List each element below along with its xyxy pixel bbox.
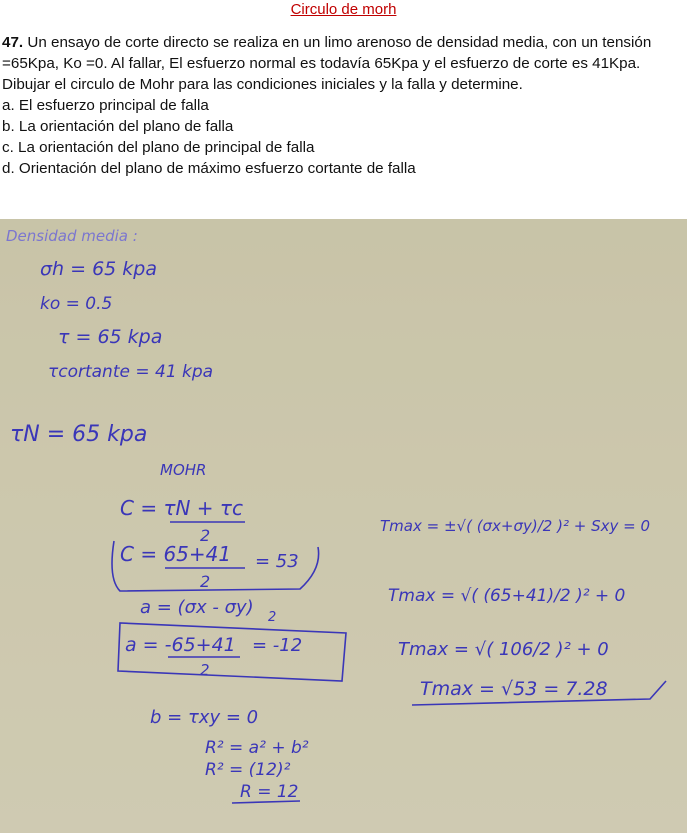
a-formula: a = (σx - σy) — [140, 597, 254, 618]
question-b: b. La orientación del plano de falla — [2, 118, 234, 135]
b-formula: b = τxy = 0 — [150, 707, 259, 728]
tau-n: τN = 65 kpa — [10, 422, 148, 447]
problem-line-2: =65Kpa, Ko =0. Al fallar, El esfuerzo normal es todavía 65Kpa y el esfuerzo de corte es 41Kpa. — [2, 55, 641, 72]
given-sigma-h: σh = 65 kpa — [40, 258, 158, 280]
r-equation-1: R² = a² + b² — [205, 738, 309, 758]
given-ko: ko = 0.5 — [40, 294, 113, 314]
r-equation-3: R = 12 — [240, 782, 299, 802]
c-formula-den: 2 — [200, 526, 211, 545]
c-formula: C = τN + τc — [120, 496, 243, 520]
r-equation-2: R² = (12)² — [205, 760, 291, 780]
problem-text-1: Un ensayo de corte directo se realiza en un limo arenoso de densidad media, con un tensión — [27, 34, 652, 51]
page-title: Circulo de morh — [290, 1, 397, 18]
handwritten-notes-photo — [0, 219, 687, 833]
a-calc: a = -65+41 — [125, 634, 236, 656]
c-calc-den: 2 — [200, 572, 211, 591]
question-d: d. Orientación del plano de máximo esfuerzo cortante de falla — [2, 160, 416, 177]
problem-line-1 — [2, 32, 686, 53]
given-tau: τ = 65 kpa — [58, 326, 163, 348]
mohr-label: MOHR — [160, 461, 207, 479]
tmax-line-2: Tmax = √( (65+41)/2 )² + 0 — [388, 586, 626, 606]
tmax-line-1: Tmax = ±√( (σx+σy)/2 )² + Sxy = 0 — [380, 517, 650, 535]
a-formula-sub: 2 — [268, 610, 277, 625]
a-calc-den: 2 — [200, 661, 210, 679]
tmax-line-3: Tmax = √( 106/2 )² + 0 — [398, 639, 609, 660]
problem-statement — [2, 32, 686, 179]
question-a: a. El esfuerzo principal de falla — [2, 97, 209, 114]
question-c: c. La orientación del plano de principal de falla — [2, 139, 315, 156]
handwritten-notes — [0, 219, 687, 833]
notes-header: Densidad media : — [6, 227, 138, 245]
problem-line-3: Dibujar el circulo de Mohr para las condiciones iniciales y la falla y determine. — [2, 76, 523, 93]
c-result: = 53 — [255, 551, 299, 572]
c-calc: C = 65+41 — [120, 542, 232, 566]
given-tau-cortante: τcortante = 41 kpa — [48, 362, 214, 382]
problem-number: 47. — [2, 34, 24, 51]
tmax-line-4: Tmax = √53 = 7.28 — [420, 678, 608, 700]
a-result: = -12 — [252, 635, 303, 656]
